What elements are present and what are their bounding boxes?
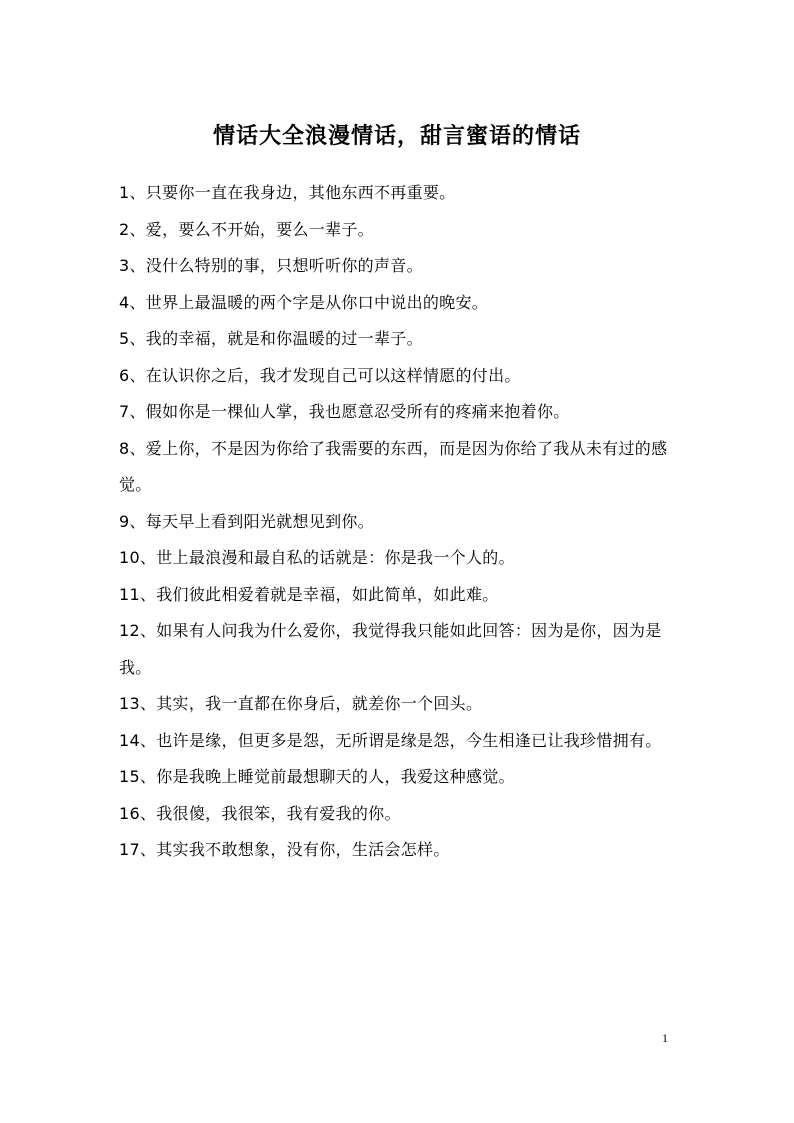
list-item: 14、也许是缘，但更多是怨，无所谓是缘是怨，今生相逢已让我珍惜拥有。 bbox=[119, 730, 662, 750]
list-item: 10、世上最浪漫和最自私的话就是：你是我一个人的。 bbox=[119, 548, 515, 567]
document-title: 情话大全浪漫情话，甜言蜜语的情话 bbox=[212, 123, 581, 149]
list-item: 8、爱上你，不是因为你给了我需要的东西，而是因为你给了我从未有过的感觉。 bbox=[119, 438, 668, 494]
list-item: 1、只要你一直在我身边，其他东西不再重要。 bbox=[119, 183, 456, 202]
list-item: 15、你是我晚上睡觉前最想聊天的人，我爱这种感觉。 bbox=[119, 767, 515, 786]
list-item: 11、我们彼此相爱着就是幸福，如此简单，如此难。 bbox=[119, 584, 499, 604]
page-number: 1 bbox=[662, 1031, 668, 1045]
list-item: 5、我的幸福，就是和你温暖的过一辈子。 bbox=[119, 329, 423, 348]
love-quotes-list bbox=[119, 175, 687, 869]
list-item: 9、每天早上看到阳光就想见到你。 bbox=[119, 511, 374, 531]
list-item: 13、其实，我一直都在你身后，就差你一个回头。 bbox=[119, 694, 483, 713]
list-item: 6、在认识你之后，我才发现自己可以这样情愿的付出。 bbox=[119, 365, 521, 385]
list-item: 2、爱，要么不开始，要么一辈子。 bbox=[119, 219, 374, 239]
list-item: 16、我很傻，我很笨，我有爱我的你。 bbox=[119, 803, 401, 823]
list-item: 3、没什么特别的事，只想听听你的声音。 bbox=[119, 256, 423, 275]
list-item: 12、如果有人问我为什么爱你，我觉得我只能如此回答：因为是你，因为是我。 bbox=[119, 621, 662, 677]
list-item: 7、假如你是一棵仙人掌，我也愿意忍受所有的疼痛来抱着你。 bbox=[119, 402, 570, 421]
list-item: 4、世界上最温暖的两个字是从你口中说出的晚安。 bbox=[119, 292, 489, 312]
list-item: 17、其实我不敢想象，没有你，生活会怎样。 bbox=[119, 840, 450, 859]
